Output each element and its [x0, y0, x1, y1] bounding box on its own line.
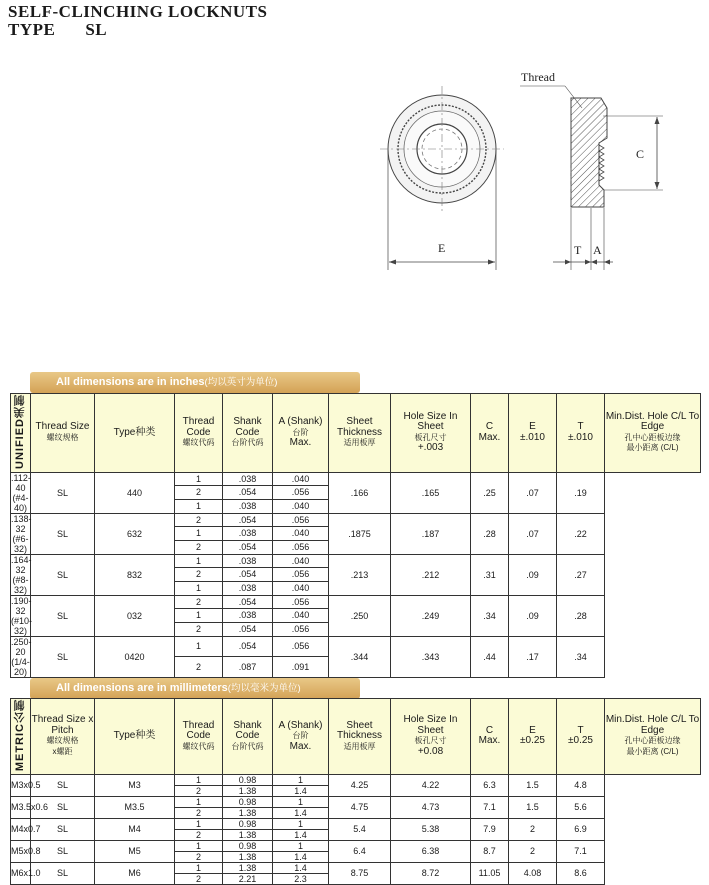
locknut-drawing	[0, 0, 709, 300]
metric-banner-cn: (均以毫米为单位)	[227, 683, 301, 694]
c-cell: 8.72	[391, 862, 471, 884]
min-dist-cell: .27	[557, 554, 605, 595]
a-shank-cell: 0.98	[223, 774, 273, 785]
sheet-thickness-cell: .040	[273, 527, 329, 541]
sheet-thickness-cell: 1.4	[273, 829, 329, 840]
min-dist-cell: 7.1	[557, 840, 605, 862]
unified-table	[10, 393, 701, 678]
header-e: E ±0.25	[509, 699, 557, 775]
shank-code-cell: 2	[175, 807, 223, 818]
header-min-dist: Min.Dist. Hole C/L To Edge 孔中心距板边缘 最小距离 (C/L)	[605, 699, 701, 775]
shank-code-cell: 2	[175, 622, 223, 636]
sheet-thickness-cell: .056	[273, 568, 329, 582]
e-cell: .25	[471, 472, 509, 513]
sheet-thickness-cell: .091	[273, 657, 329, 678]
type-cell: SL	[31, 862, 95, 884]
page-title: SELF-CLINCHING LOCKNUTS	[8, 2, 268, 21]
top-view	[380, 86, 504, 212]
thread-code-cell: 0420	[95, 636, 175, 677]
sheet-thickness-cell: 1.4	[273, 785, 329, 796]
dim-a-label: A	[593, 243, 602, 257]
hole-size-cell: .213	[329, 554, 391, 595]
e-cell: 11.05	[471, 862, 509, 884]
sheet-thickness-cell: 1	[273, 774, 329, 785]
sheet-thickness-cell: 1.4	[273, 862, 329, 873]
sheet-thickness-cell: .040	[273, 581, 329, 595]
header-min-dist: Min.Dist. Hole C/L To Edge 孔中心距板边缘 最小距离 (C/L)	[605, 394, 701, 473]
a-shank-cell: 0.98	[223, 840, 273, 851]
t-cell: 1.5	[509, 774, 557, 796]
shank-code-cell: 2	[175, 657, 223, 678]
unified-banner-text: All dimensions are in inches	[56, 376, 205, 388]
a-shank-cell: .054	[223, 513, 273, 527]
thread-code-cell: M6	[95, 862, 175, 884]
t-cell: .09	[509, 554, 557, 595]
thread-size-cell: M3.5x0.6	[11, 796, 31, 818]
min-dist-cell: 5.6	[557, 796, 605, 818]
metric-table	[10, 698, 701, 885]
hole-size-cell: 4.75	[329, 796, 391, 818]
header-sheet-thickness: Sheet Thickness 适用板厚	[329, 394, 391, 473]
header-type: Type种类	[95, 699, 175, 775]
a-shank-cell: 2.21	[223, 873, 273, 884]
c-cell: .249	[391, 595, 471, 636]
shank-code-cell: 1	[175, 472, 223, 486]
a-shank-cell: 1.38	[223, 829, 273, 840]
shank-code-cell: 1	[175, 796, 223, 807]
thread-size-cell: .138-32 (#6-32)	[11, 513, 32, 554]
unified-side-label: UNIFIED美制	[11, 394, 31, 473]
shank-code-cell: 2	[175, 595, 223, 609]
c-cell: .165	[391, 472, 471, 513]
type-cell: SL	[31, 472, 95, 513]
thread-size-cell: M3x0.5	[11, 774, 31, 796]
c-cell: 6.38	[391, 840, 471, 862]
type-cell: SL	[31, 796, 95, 818]
a-shank-cell: .054	[223, 486, 273, 500]
shank-code-cell: 1	[175, 818, 223, 829]
t-cell: 1.5	[509, 796, 557, 818]
thread-size-cell: .250-20 (1/4-20)	[11, 636, 32, 677]
e-cell: 6.3	[471, 774, 509, 796]
sheet-thickness-cell: .040	[273, 609, 329, 623]
type-cell: SL	[31, 774, 95, 796]
table-row	[11, 774, 701, 785]
shank-code-cell: 2	[175, 486, 223, 500]
c-cell: 5.38	[391, 818, 471, 840]
hole-size-cell: .1875	[329, 513, 391, 554]
header-t: T ±.010	[557, 394, 605, 473]
shank-code-cell: 2	[175, 829, 223, 840]
header-hole-size: Hole Size In Sheet 板孔尺寸 +.003	[391, 394, 471, 473]
a-shank-cell: .038	[223, 499, 273, 513]
e-cell: 8.7	[471, 840, 509, 862]
hole-size-cell: .250	[329, 595, 391, 636]
dim-t-label: T	[574, 243, 582, 257]
sheet-thickness-cell: .040	[273, 499, 329, 513]
sheet-thickness-cell: 1.4	[273, 807, 329, 818]
shank-code-cell: 1	[175, 499, 223, 513]
c-cell: .187	[391, 513, 471, 554]
c-cell: 4.22	[391, 774, 471, 796]
hole-size-cell: 8.75	[329, 862, 391, 884]
min-dist-cell: .34	[557, 636, 605, 677]
type-cell: SL	[31, 840, 95, 862]
dim-c-label: C	[636, 147, 645, 161]
hole-size-cell: 4.25	[329, 774, 391, 796]
a-shank-cell: .038	[223, 581, 273, 595]
shank-code-cell: 1	[175, 554, 223, 568]
shank-code-cell: 2	[175, 785, 223, 796]
a-shank-cell: .038	[223, 527, 273, 541]
min-dist-cell: 4.8	[557, 774, 605, 796]
thread-code-cell: 032	[95, 595, 175, 636]
table-row	[11, 554, 701, 568]
e-cell: 7.9	[471, 818, 509, 840]
e-cell: 7.1	[471, 796, 509, 818]
shank-code-cell: 2	[175, 568, 223, 582]
thread-size-cell: .164-32 (#8-32)	[11, 554, 32, 595]
thread-code-cell: M3	[95, 774, 175, 796]
min-dist-cell: 6.9	[557, 818, 605, 840]
shank-code-cell: 1	[175, 609, 223, 623]
table-row	[11, 840, 701, 851]
a-shank-cell: 0.98	[223, 796, 273, 807]
thread-code-cell: M5	[95, 840, 175, 862]
shank-code-cell: 1	[175, 581, 223, 595]
header-thread-code: Thread Code 螺纹代码	[175, 394, 223, 473]
type-cell: SL	[31, 818, 95, 840]
a-shank-cell: .054	[223, 568, 273, 582]
t-cell: .07	[509, 472, 557, 513]
t-cell: .07	[509, 513, 557, 554]
t-cell: 4.08	[509, 862, 557, 884]
type-cell: SL	[31, 636, 95, 677]
min-dist-cell: 8.6	[557, 862, 605, 884]
metric-side-label: METRIC公制	[11, 699, 31, 775]
type-cell: SL	[31, 554, 95, 595]
c-cell: 4.73	[391, 796, 471, 818]
header-hole-size: Hole Size In Sheet 板孔尺寸 +0.08	[391, 699, 471, 775]
sheet-thickness-cell: .056	[273, 636, 329, 657]
a-shank-cell: .054	[223, 595, 273, 609]
sheet-thickness-cell: 1	[273, 796, 329, 807]
a-shank-cell: .054	[223, 622, 273, 636]
table-row	[11, 636, 701, 657]
sheet-thickness-cell: .056	[273, 622, 329, 636]
sheet-thickness-cell: .056	[273, 486, 329, 500]
thread-code-cell: M3.5	[95, 796, 175, 818]
type-label: TYPE	[8, 20, 56, 39]
a-shank-cell: .087	[223, 657, 273, 678]
header-t: T ±0.25	[557, 699, 605, 775]
shank-code-cell: 1	[175, 862, 223, 873]
type-cell: SL	[31, 595, 95, 636]
side-view	[520, 70, 663, 270]
shank-code-cell: 2	[175, 873, 223, 884]
header-sheet-thickness: Sheet Thickness 适用板厚	[329, 699, 391, 775]
hole-size-cell: .166	[329, 472, 391, 513]
unified-banner-cn: (均以英寸为单位)	[204, 377, 278, 388]
shank-code-cell: 1	[175, 774, 223, 785]
shank-code-cell: 2	[175, 851, 223, 862]
a-shank-cell: .038	[223, 554, 273, 568]
a-shank-cell: .054	[223, 636, 273, 657]
a-shank-cell: 1.38	[223, 851, 273, 862]
sheet-thickness-cell: 2.3	[273, 873, 329, 884]
t-cell: 2	[509, 818, 557, 840]
sheet-thickness-cell: .040	[273, 554, 329, 568]
sheet-thickness-cell: .056	[273, 513, 329, 527]
e-cell: .31	[471, 554, 509, 595]
e-cell: .34	[471, 595, 509, 636]
sheet-thickness-cell: .056	[273, 595, 329, 609]
type-cell: SL	[31, 513, 95, 554]
thread-label: Thread	[521, 70, 555, 84]
shank-code-cell: 2	[175, 540, 223, 554]
a-shank-cell: 0.98	[223, 818, 273, 829]
unified-banner	[30, 372, 360, 393]
table-row	[11, 818, 701, 829]
table-row	[11, 862, 701, 873]
header-a-shank: A (Shank) 台阶 Max.	[273, 699, 329, 775]
hole-size-cell: 5.4	[329, 818, 391, 840]
e-cell: .28	[471, 513, 509, 554]
thread-code-cell: M4	[95, 818, 175, 840]
thread-size-cell: M6x1.0	[11, 862, 31, 884]
table-row	[11, 595, 701, 609]
a-shank-cell: .054	[223, 540, 273, 554]
sheet-thickness-cell: .040	[273, 472, 329, 486]
table-row	[11, 513, 701, 527]
header-c: C Max.	[471, 394, 509, 473]
sheet-thickness-cell: 1.4	[273, 851, 329, 862]
thread-code-cell: 632	[95, 513, 175, 554]
metric-banner	[30, 678, 360, 699]
min-dist-cell: .28	[557, 595, 605, 636]
header-c: C Max.	[471, 699, 509, 775]
shank-code-cell: 1	[175, 840, 223, 851]
header-type: Type种类	[95, 394, 175, 473]
hole-size-cell: .344	[329, 636, 391, 677]
sheet-thickness-cell: 1	[273, 840, 329, 851]
c-cell: .212	[391, 554, 471, 595]
hole-size-cell: 6.4	[329, 840, 391, 862]
type-value: SL	[85, 20, 108, 39]
a-shank-cell: 1.38	[223, 785, 273, 796]
table-row	[11, 472, 701, 486]
shank-code-cell: 1	[175, 527, 223, 541]
sheet-thickness-cell: 1	[273, 818, 329, 829]
t-cell: .09	[509, 595, 557, 636]
shank-code-cell: 1	[175, 636, 223, 657]
a-shank-cell: 1.38	[223, 862, 273, 873]
thread-code-cell: 832	[95, 554, 175, 595]
thread-size-cell: .190-32 (#10-32)	[11, 595, 33, 636]
a-shank-cell: 1.38	[223, 807, 273, 818]
thread-size-cell: M4x0.7	[11, 818, 31, 840]
thread-size-cell: .112-40 (#4-40)	[11, 472, 31, 513]
shank-code-cell: 2	[175, 513, 223, 527]
min-dist-cell: .19	[557, 472, 605, 513]
thread-code-cell: 440	[95, 472, 175, 513]
a-shank-cell: .038	[223, 472, 273, 486]
header-thread-size: Thread Size 螺纹规格	[31, 394, 95, 473]
table-row	[11, 796, 701, 807]
a-shank-cell: .038	[223, 609, 273, 623]
dim-e-label: E	[438, 241, 446, 255]
metric-banner-text: All dimensions are in millimeters	[56, 682, 228, 694]
header-e: E ±.010	[509, 394, 557, 473]
thread-size-cell: M5x0.8	[11, 840, 31, 862]
t-cell: .17	[509, 636, 557, 677]
c-cell: .343	[391, 636, 471, 677]
header-thread-size: Thread Size x Pitch 螺纹规格 x螺距	[31, 699, 95, 775]
header-shank-code: Shank Code 台阶代码	[223, 394, 273, 473]
header-shank-code: Shank Code 台阶代码	[223, 699, 273, 775]
e-cell: .44	[471, 636, 509, 677]
header-thread-code: Thread Code 螺纹代码	[175, 699, 223, 775]
min-dist-cell: .22	[557, 513, 605, 554]
t-cell: 2	[509, 840, 557, 862]
header-a-shank: A (Shank) 台阶 Max.	[273, 394, 329, 473]
sheet-thickness-cell: .056	[273, 540, 329, 554]
